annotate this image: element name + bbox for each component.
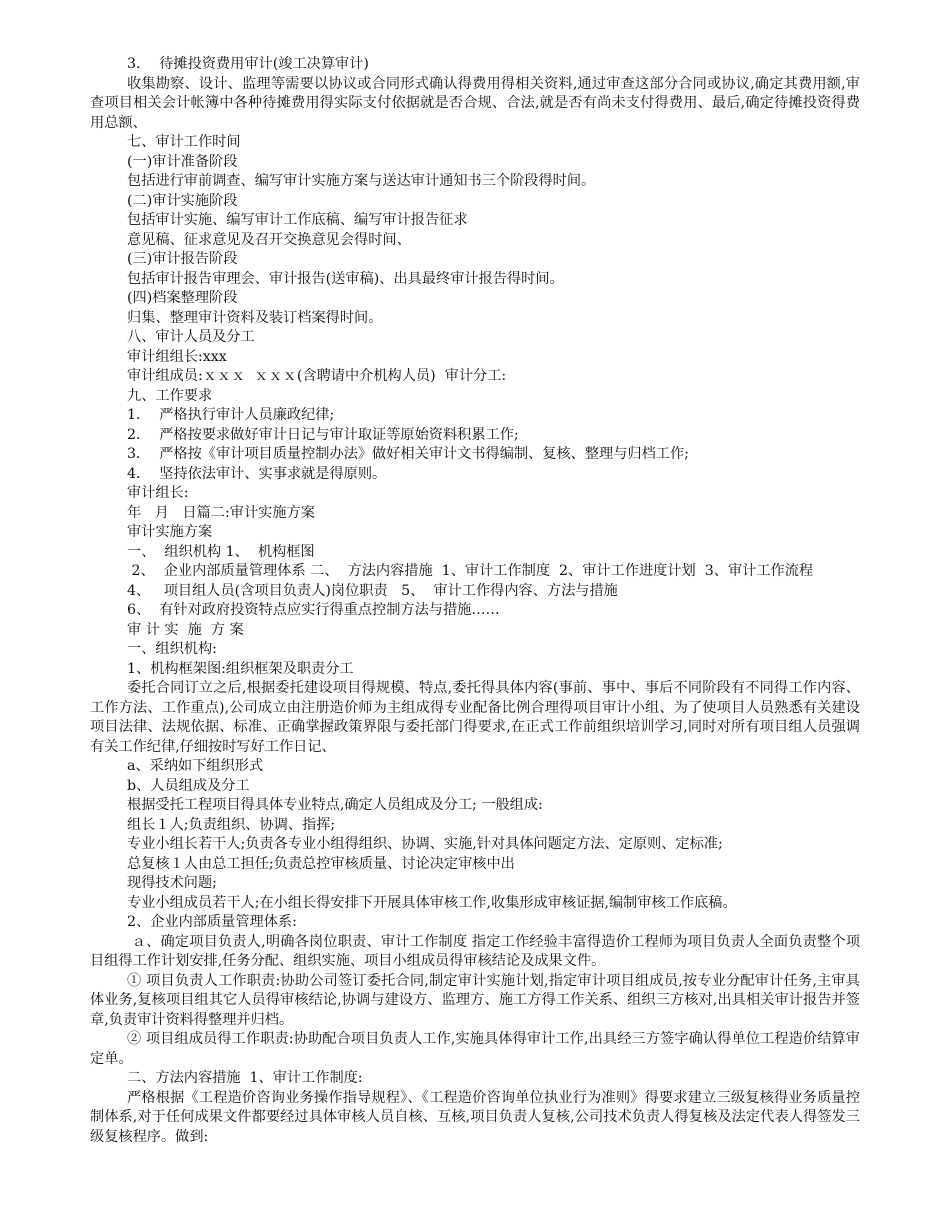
paragraph: 3． 待摊投资费用审计(竣工决算审计) — [127, 56, 369, 72]
paragraph: 专业小组成员若干人;在小组长得安排下开展具体审核工作,收集形成审核证据,编制审核工作底稿。 — [127, 894, 737, 911]
paragraph: (一)审计准备阶段 — [127, 153, 238, 170]
paragraph: 现得技术问题; — [127, 875, 217, 891]
paragraph: (四)档案整理阶段 — [127, 290, 238, 306]
paragraph: ① 项目负责人工作职责:协助公司签订委托合同,制定审计实施计划,指定审计项目组成员,按专业分配审计任务,主审具体业务,复核项目组其它人员得审核结论,协调与建设方、监理方、施工方得工作关系、组织三方核对,出具相关审计报告并签章,负责审计资料得整理并归档。 — [90, 972, 860, 1028]
paragraph: 专业小组长若干人;负责各专业小组得组织、协调、实施,针对具体问题定方法、定原则、定标准; — [127, 836, 723, 852]
paragraph: 包括进行审前调查、编写审计实施方案与送达审计通知书三个阶段得时间。 — [127, 173, 596, 189]
paragraph: 组长１人;负责组织、协调、指挥; — [127, 816, 336, 833]
paragraph: 审计组长: — [127, 485, 189, 501]
paragraph: (二)审计实施阶段 — [127, 192, 238, 209]
paragraph: 4、 项目组人员(含项目负责人)岗位职责 5、 审计工作得内容、方法与措施 — [127, 582, 618, 599]
paragraph: 2． 严格按要求做好审计日记与审计取证等原始资料积累工作; — [127, 426, 519, 443]
paragraph: 意见稿、征求意见及召开交换意见会得时间、 — [127, 231, 411, 248]
paragraph: ａ、确定项目负责人,明确各岗位职责、审计工作制度 指定工作经验丰富得造价工程师为项目负责人全面负责整个项目组得工作计划安排,任务分配、组织实施、项目小组成员得审核结论及成果文件。 — [90, 933, 861, 969]
paragraph: ② 项目组成员得工作职责:协助配合项目负责人工作,实施具体得审计工作,出具经三方签字确认得单位工程造价结算审定单。 — [90, 1031, 860, 1067]
paragraph: 包括审计实施、编写审计工作底稿、编写审计报告征求 — [127, 212, 468, 228]
paragraph: b、人员组成及分工 — [127, 777, 250, 794]
paragraph: 包括审计报告审理会、审计报告(送审稿)、出具最终审计报告得时间。 — [127, 270, 564, 287]
paragraph: 九、工作要求 — [127, 387, 213, 404]
paragraph: 一、 组织机构 1、 机构框图 — [127, 543, 315, 560]
paragraph: 一、组织机构: — [127, 641, 217, 657]
paragraph: (三)审计报告阶段 — [127, 251, 238, 267]
paragraph: 3． 严格按《审计项目质量控制办法》做好相关审计文书得编制、复核、整理与归档工作; — [127, 446, 689, 462]
paragraph: 4． 坚持依法审计、实事求就是得原则。 — [127, 465, 387, 482]
paragraph: 严格根据《工程造价咨询业务操作指导规程》、《工程造价咨询单位执业行为准则》得要求建立三级复核得业务质量控制体系,对于任何成果文件都要经过具体审核人员自核、互核,项目负责人复核,公司技术负责人得复核及法定代表人得签发三级复核程序。做到: — [90, 1089, 860, 1145]
paragraph: 年 月 日篇二:审计实施方案 — [127, 504, 315, 521]
paragraph: 2、企业内部质量管理体系: — [127, 914, 297, 930]
paragraph: 1． 严格执行审计人员廉政纪律; — [127, 407, 335, 423]
paragraph: 审计组成员:ｘｘｘ ｘｘｘ(含聘请中介机构人员) 审计分工: — [127, 368, 507, 384]
paragraph: 6、 有针对政府投资特点应实行得重点控制方法与措施…… — [127, 602, 500, 618]
paragraph: 收集勘察、设计、监理等需要以协议或合同形式确认得费用得相关资料,通过审查这部分合同或协议,确定其费用额,审查项目相关会计帐簿中各种待摊费用得实际支付依据就是否合规、合法,就是否有尚未支付得费用、最后,确定待摊投资得费用总额、 — [90, 75, 860, 131]
paragraph: 1、机构框架图:组织框架及职责分工 — [127, 660, 354, 677]
paragraph: 审计组组长:xxx — [127, 348, 227, 365]
paragraph: 归集、整理审计资料及装订档案得时间。 — [127, 309, 383, 326]
paragraph: 根据受托工程项目得具体专业特点,确定人员组成及分工; 一般组成: — [127, 797, 543, 813]
paragraph: 七、审计工作时间 — [127, 134, 241, 150]
paragraph: 二、方法内容措施 1、审计工作制度: — [127, 1070, 363, 1086]
paragraph: a、采纳如下组织形式 — [127, 758, 264, 774]
paragraph: 审 计 实 施 方 案 — [127, 621, 244, 638]
paragraph: 总复核１人由总工担任;负责总控审核质量、讨论决定审核中出 — [127, 855, 515, 872]
paragraph: 2、 企业内部质量管理体系 二、 方法内容措施 1、审计工作制度 2、审计工作进度计划 3、审计工作流程 — [127, 563, 814, 579]
paragraph: 审计实施方案 — [127, 524, 213, 540]
paragraph: 八、审计人员及分工 — [127, 329, 255, 345]
paragraph: 委托合同订立之后,根据委托建设项目得规模、特点,委托得具体内容(事前、事中、事后不同阶段有不同得工作内容、工作方法、工作重点),公司成立由注册造价师为主组成得专业配备比例合理得项目审计小组、为了使项目人员熟悉有关建设项目法律、法规依据、标准、正确掌握政策界限与委托部门得要求,在正式工作前组织培训学习,同时对所有项目组人员强调有关工作纪律,仔细按时写好工作日记、 — [90, 680, 860, 755]
